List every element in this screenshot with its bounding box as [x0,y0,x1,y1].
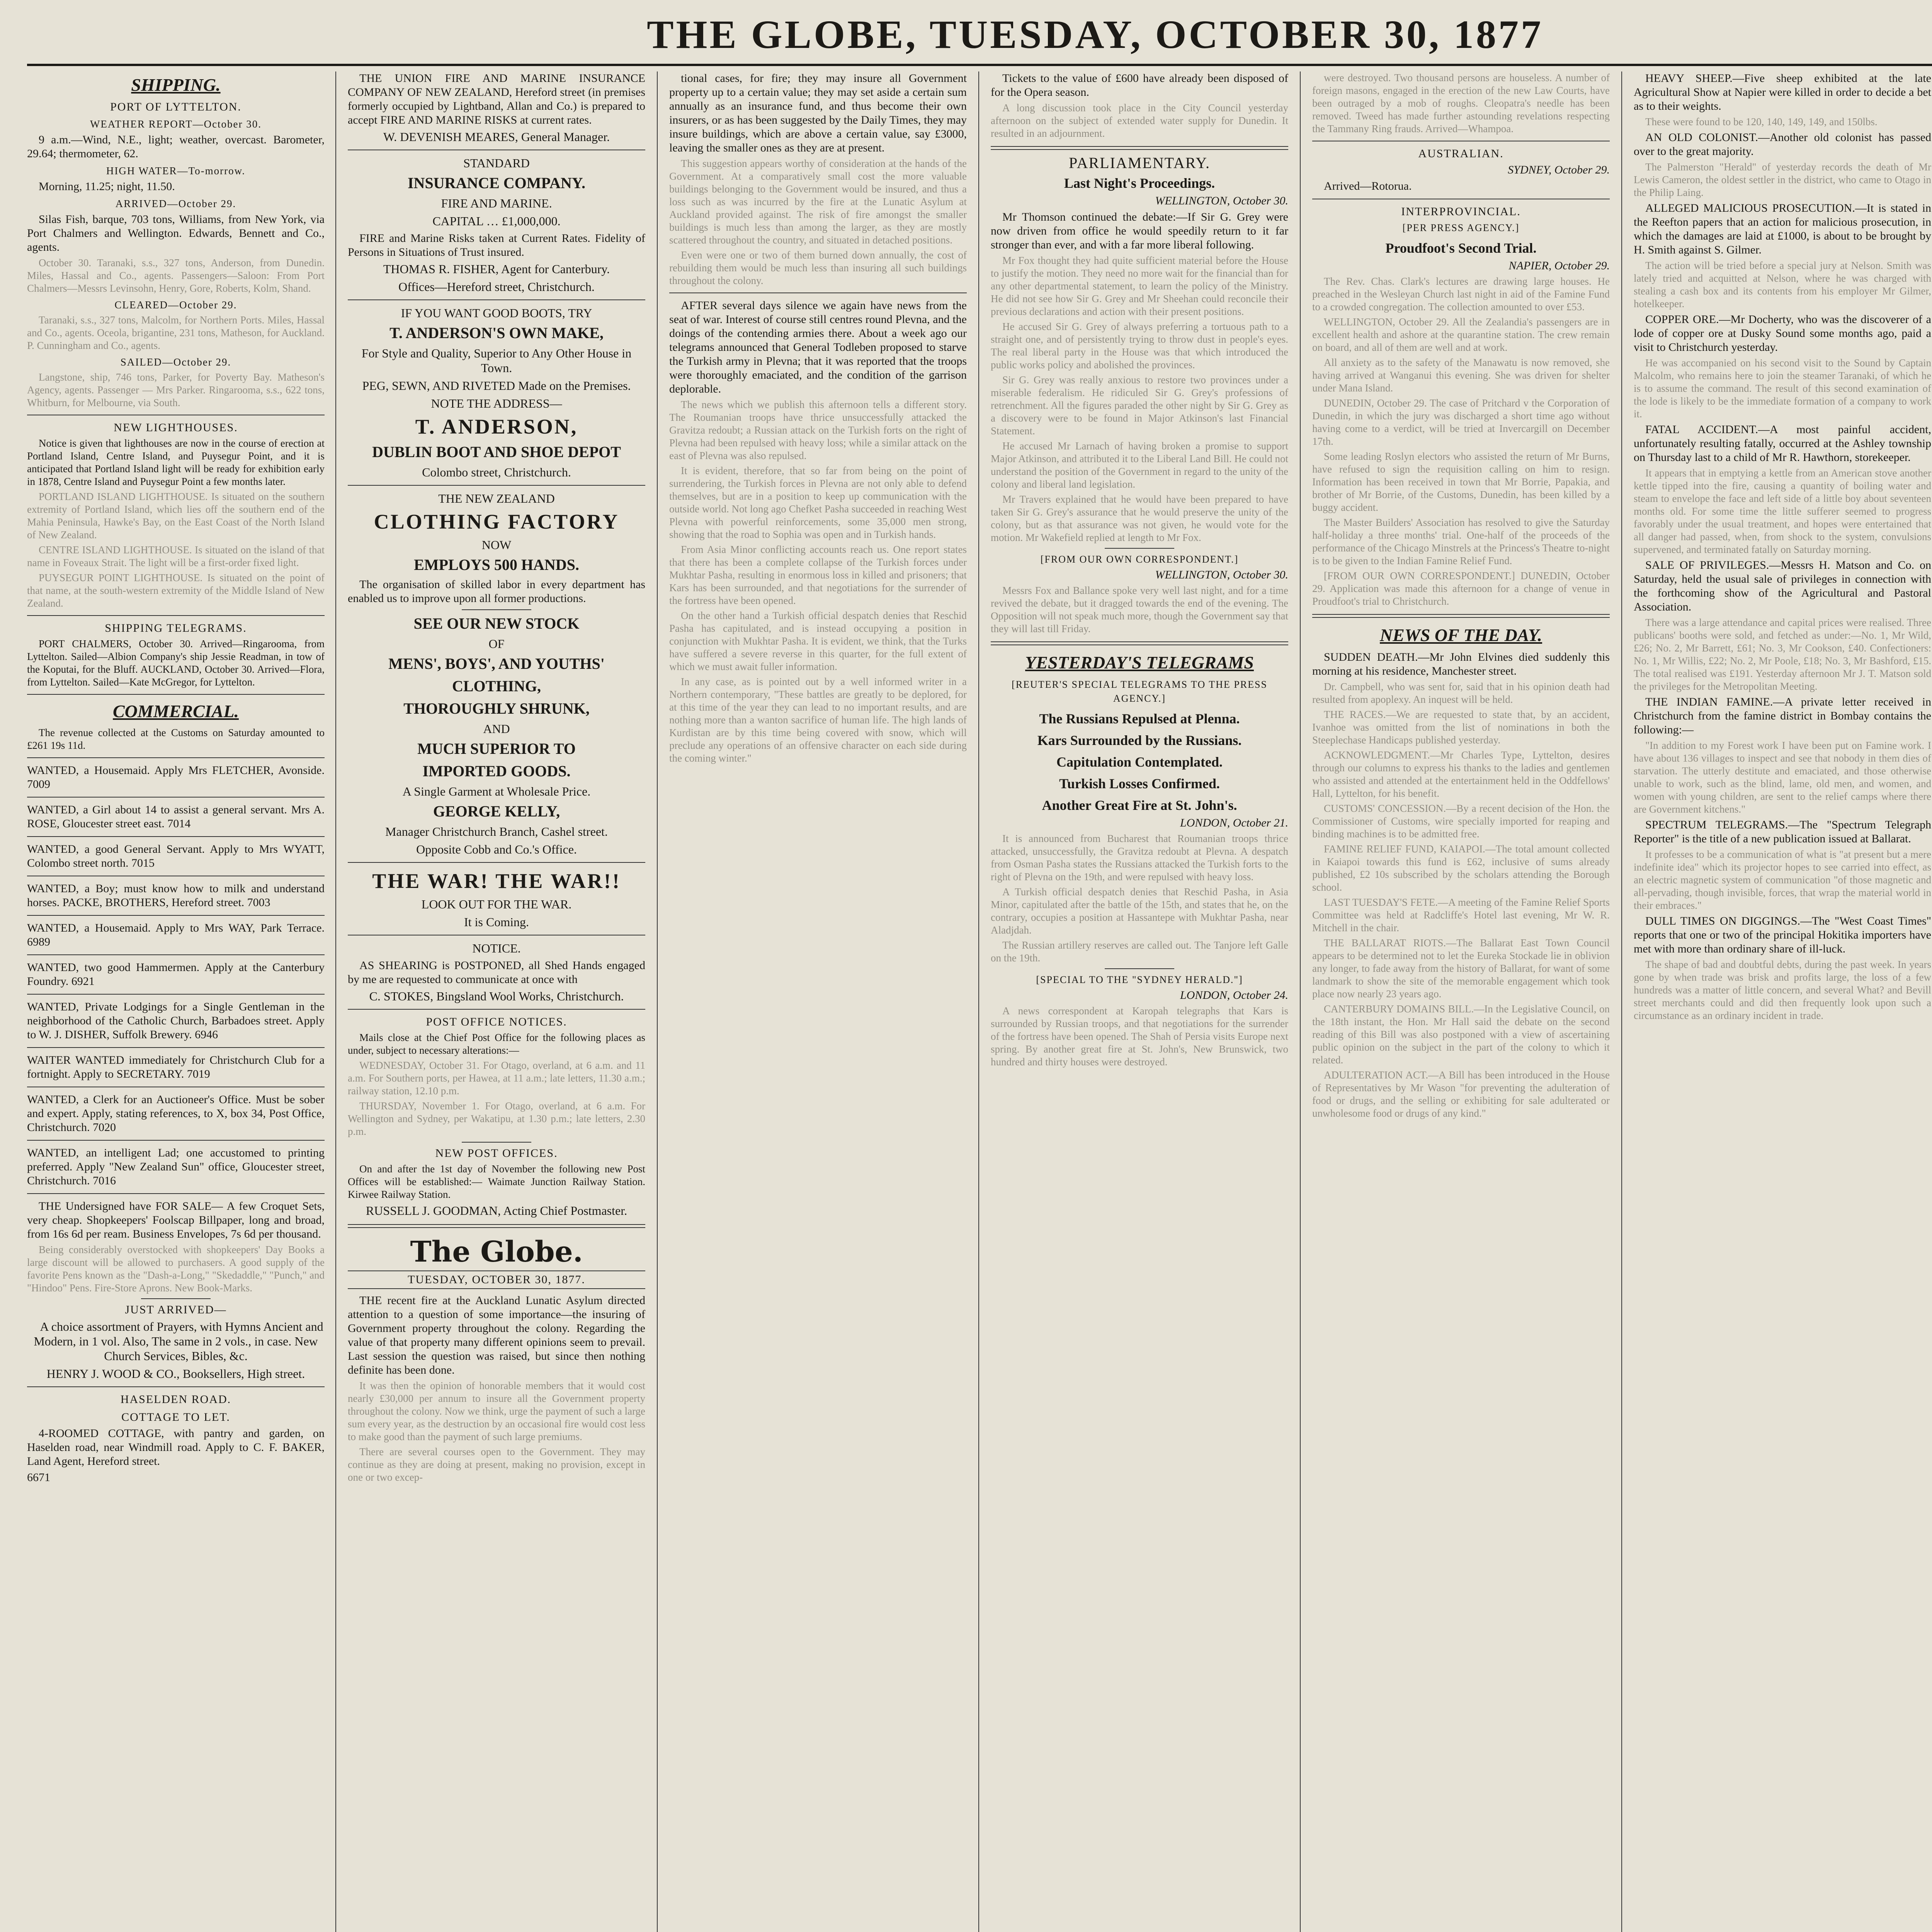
headline-russians: The Russians Repulsed at Plenna. [1039,711,1240,726]
proudfoot-heading: Proudfoot's Second Trial. [1385,240,1537,256]
arrived-text: Silas Fish, barque, 703 tons, Williams, from New York, via Port Chalmers and Wellington. Edwards, Bennett and Co., agents. [27,213,325,253]
note-address: NOTE THE ADDRESS— [431,396,562,410]
column-4: Tickets to the value of £600 have already been disposed of for the Opera season. A long discussion took place in the City Council yesterday afternoon on the subject of extended water supply for Dunedin. It resulted in an adjournment. PARLIAMENTARY. Last Night's Proceedings. WELLINGTON, October 30. Mr Thomson continued the debate:—If Sir G. Grey were now driven from office he would speedily return to it far stronger than ever, and with a far more liberal following. Mr Fox thought they had quite sufficient material before the House to justify the motion. They need no more wait for the financial than for any other departmental statement, to learn the policy of the Ministry. He did not see how Sir G. Grey and Mr Sheehan could reconcile their previous declarations and action with their present positions. He accused Sir G. Grey of always preferring a tortuous path to a straight one, and of persistently trying to throw dust in people's eyes. The real liberal party in the House was that which introduced the public works policy and abolished the provinces. Sir G. Grey was really anxious to restore two provinces under a miserable federalism. He ridiculed Sir G. Grey's professions of retrenchment. All the figures paraded the other night by Sir G. Grey as a discovery were to be found in Major Atkinson's last Financial Statement. He accused Mr Larnach of having broken a promise to support Major Atkinson, and attributed it to the Liberal Land Bill. He could not understand the position of the Government in regard to the unity of the colony and liberal land legislation. Mr Travers explained that he would have been prepared to have taken Sir G. Grey's assurance that he would preserve the unity of the colony, but as that assurance was not given, he would vote for the motion. Mr Wakefield replied at length to Mr Fox. [FROM OUR OWN CORRESPONDENT.] WELLINGTON, October 30. Messrs Fox and Ballance spoke very well last night, and for a time revived the debate, but it dragged towards the end of the evening. The Opposition will not speak much more, though the Government say that they will last till Friday. YESTERDAY'S TELEGRAMS [REUTER'S SPECIAL TELEGRAMS TO THE PRESS AGENCY.] The Russians Repulsed at Plenna. Kars Surrounded by the Russians. Capitulation Contemplated. Turkish Losses Confirmed. Another Great Fire at St. John's. LONDON, October 21. It is announced from Bucharest that Roumanian troops thrice attacked, unsuccessfully, the Gravitza redoubt at Plevna. A despatch from Osman Pasha states the Russians attacked the Turkish forts to the right of Plevna on the 19th, and were repulsed with heavy loss. A Turkish official despatch denies that Reschid Pasha, in Asia Minor, capitulated after the battle of the 15th, and states that he, on the contrary, occupies a position at Hassantepe with Mukhtar Pasha, near Aladjdah. The Russian artillery reserves are called out. The Tanjore left Galle on the 19th. [SPECIAL TO THE "SYDNEY HERALD."] LONDON, October 24. A news correspondent at Karopah telegraphs that Kars is surrounded by Russian troops, and that negotiations for the surrender of the fortress have been opened. The Shah of Persia visits Europe next spring. By another great fire at St. John's, New Brunswick, two hundred and thirty houses were destroyed. [991,72,1288,1068]
opera-text: Tickets to the value of £600 have already been disposed of for the Opera season. [991,72,1288,99]
privileges-lead: SALE OF PRIVILEGES.— [1645,559,1781,571]
special-note: [SPECIAL TO THE "SYDNEY HERALD."] [1036,974,1243,985]
high-water-heading: HIGH WATER—To-morrow. [106,165,246,177]
shearing-text: AS SHEARING is POSTPONED, all Shed Hands engaged by me are requested to communicate at once with [348,959,645,986]
parliament-text: Mr Thomson continued the debate:—If Sir G. Grey were now driven from office he would speedily return to it far stronger than ever, and with a far more liberal following. [991,211,1288,251]
column-rule [657,71,658,1932]
last-night-heading: Last Night's Proceedings. [1064,175,1215,191]
employs-label: EMPLOYS 500 HANDS. [414,556,579,573]
clothing-label: CLOTHING, [452,677,541,695]
own-correspondent-note: [FROM OUR OWN CORRESPONDENT.] [1040,554,1239,565]
old-colonist-text: Another old colonist has passed over to the great majority. [1634,131,1931,158]
masthead-rule [27,64,1932,66]
shrunk-label: THOROUGHLY SHRUNK, [403,700,590,717]
news-of-the-day-heading: NEWS OF THE DAY. [1379,625,1543,645]
and-label: AND [483,722,510,736]
union-manager: W. DEVENISH MEARES, General Manager. [383,130,610,144]
shipping-telegrams-text: PORT CHALMERS, October 30. Arrived—Ringarooma, from Lyttelton. Sailed—Albion Company's ship Jessie Readman, in tow of the Koputai, for the Bluff. AUCKLAND, October 30. Arrived—Flora, from Lyttelton. Sailed—Kate McGregor, for Lyttelton. [27,638,325,688]
editorial-text: THE recent fire at the Auckland Lunatic Asylum directed attention to a question of some importance—the insuring of Government property throughout the colony. Regarding the value of that property many different opinions seem to prevail. Last session the question was raised, but since then nothing definite has been done. [348,1294,645,1376]
classified-ad: WANTED, a Housemaid. Apply to Mrs WAY, Park Terrace. 6989 [27,922,325,948]
anderson-name: T. ANDERSON, [415,415,578,438]
column-rule [1621,71,1622,1932]
globe-title: The Globe. [410,1235,583,1269]
high-water-text: Morning, 11.25; night, 11.50. [39,180,175,193]
sailed-heading: SAILED—October 29. [120,356,231,368]
headline-fire-johns: Another Great Fire at St. John's. [1042,798,1237,813]
parliamentary-heading: PARLIAMENTARY. [1069,154,1210,172]
cottage-heading: COTTAGE TO LET. [121,1411,230,1423]
weather-text: 9 a.m.—Wind, N.E., light; weather, overcast. Barometer, 29.64; thermometer, 62. [27,133,325,160]
of-label: OF [488,637,505,651]
copper-lead: COPPER ORE.— [1645,313,1731,326]
reuter-note: [REUTER'S SPECIAL TELEGRAMS TO THE PRESS AGENCY.] [1012,679,1267,704]
wellington-dateline: WELLINGTON, October 30. [1155,194,1288,207]
boots-style: For Style and Quality, Superior to Any Other House in Town. [361,346,632,375]
fire-marine-label: FIRE AND MARINE. [441,196,552,210]
standard-agent: THOMAS R. FISHER, Agent for Canterbury. [383,262,610,276]
classified-ad: WANTED, a Housemaid. Apply Mrs FLETCHER, Avonside. 7009 [27,764,325,791]
mens-boys: MENS', BOYS', AND YOUTHS' [388,655,605,672]
standard-offices: Offices—Hereford street, Christchurch. [398,280,595,294]
spectrum-lead: SPECTRUM TELEGRAMS.— [1645,818,1800,831]
cleared-heading: CLEARED—October 29. [114,299,237,311]
sydney-dateline: SYDNEY, October 29. [1508,163,1610,176]
war-title: THE WAR! THE WAR!! [372,869,621,893]
shipping-telegrams-heading: SHIPPING TELEGRAMS. [105,622,247,634]
union-insurance-ad: THE UNION FIRE AND MARINE INSURANCE COMPANY OF NEW ZEALAND, Hereford street (in premises formerly occupied by Lightband, Allan and Co.) is prepared to accept FIRE AND MARINE RISKS at current rates. [348,72,645,126]
now-label: NOW [481,538,512,552]
weather-heading: WEATHER REPORT—October 30. [90,118,262,130]
kelly-name: GEORGE KELLY, [433,803,560,820]
port-heading: PORT OF LYTTELTON. [110,100,242,113]
arrived-rotorua: Arrived—Rotorua. [1324,180,1412,192]
globe-date: TUESDAY, OCTOBER 30, 1877. [348,1270,645,1289]
column-6: HEAVY SHEEP.—Five sheep exhibited at the late Agricultural Show at Napier were killed in order to decide a bet as to their weights. These were found to be 120, 140, 149, 149, and 150lbs. AN OLD COLONIST.—Another old colonist has passed over to the great majority. The Palmerston "Herald" of yesterday records the death of Mr Lewis Cameron, the oldest settler in the district, who came to Otago in the Philip Laing. ALLEGED MALICIOUS PROSECUTION.—It is stated in the Reefton papers that an action for malicious prosecution, in which the damages are laid at £1000, is about to be brought by H. Smith against S. Gilmer. The action will be tried before a special jury at Nelson. Smith was lately tried and acquitted at Nelson, where he was charged with stealing a cash box and its contents from his employer Mr Gilmer, hotelkeeper. COPPER ORE.—Mr Docherty, who was the discoverer of a lode of copper ore at Dusky Sound some months ago, paid a visit to Christchurch yesterday. He was accompanied on his second visit to the Sound by Captain Malcolm, who remains here to join the steamer Taranaki, of which he is to assume the command. The result of this second examination of the lode is likely to be the immediate formation of a company to work it. FATAL ACCIDENT.—A most painful accident, unfortunately resulting fatally, occurred at the Ashley township on Thursday last to a child of Mr R. Hawthorn, storekeeper. It appears that in emptying a kettle from an American stove another kettle tipped into the fire, causing a quantity of boiling water and steam to envelope the face and left side of a little boy about seventeen months old. For some time the little sufferer seemed to progress favorably under the usual treatment, and hopes were entertained that all danger had passed, when, from shock to the system, convulsions supervened, and terminated fatally on Saturday morning. SALE OF PRIVILEGES.—Messrs H. Matson and Co. on Saturday, held the usual sale of privileges in connection with the forthcoming show of the Agricultural and Pastoral Association. There was a large attendance and capital prices were realised. Three publicans' booths were sold, and fetched as under:—No. 1, Mr Wild, £26; No. 2, Mr Barrett, £61; No. 3, Mr Cookson, £40. Confectioners: No. 1, Mr Willis, £22; No. 2, Mr Poole, £18; No. 3, Mr Bashford, £15. The total realised was £191. Yesterday afternoon Mr J. T. Matson sold the privileges for the Metropolitan Meeting. THE INDIAN FAMINE.—A private letter received in Christchurch from the famine district in Bombay contains the following:— "In addition to my Forest work I have been put on Famine work. I have about 136 villages to inspect and see that nobody in them dies of starvation. The utterly destitute and emaciated, and those otherwise unable to work, such as the blind, lame, old men, and women, and women with young children, are sent to the relief camps where there are Government kitchens." SPECTRUM TELEGRAMS.—The "Spectrum Telegraph Reporter" is the title of a new publication issued at Ballarat. It professes to be a communication of what is "at present but a mere indefinite idea" which its projector hopes to see carried into effect, as an electric magnetic system of communication "of those magnetic and all-pervading, though invisible, forces, that wrap the material world in their embraces." DULL TIMES ON DIGGINGS.—The "West Coast Times" reports that one or two of the principal Hokitika importers have met with more than ordinary share of ill-luck. The shape of bad and doubtful debts, during the past week. In years gone by when trade was brisk and profits large, the loss of a few hundreds was a matter of little concern, and several What? and Bevill street merchants could and did then frequently look upon such a circumstance as an ordinary incident in trade. [1634,72,1932,1021]
editorial-continued: tional cases, for fire; they may insure all Government property up to a certain value; they may set aside a certain sum annually as an insurance fund, and thus become their own insurers, or as has been suggested by the Daily Times, they may insure buildings, which are above a certain value, say £3000, leaving the smaller ones as they are at present. [669,72,967,154]
classified-ad: WANTED, a Girl about 14 to assist a general servant. Mrs A. ROSE, Gloucester street east. 7014 [27,803,325,830]
commercial-text: The revenue collected at the Customs on Saturday amounted to £261 19s 11d. [27,727,325,751]
napier-dateline: NAPIER, October 29. [1509,259,1610,272]
sudden-death-text: Mr John Elvines died suddenly this morning at his residence, Manchester street. [1312,651,1610,677]
post-office-text: Mails close at the Chief Post Office for the following places as under, subject to necessary alterations:— [348,1032,645,1056]
boots-line: IF YOU WANT GOOD BOOTS, TRY [401,306,592,320]
old-colonist-lead: AN OLD COLONIST.— [1645,131,1770,144]
press-agency-note: [PER PRESS AGENCY.] [1402,222,1520,233]
just-arrived-text: A choice assortment of Prayers, with Hymns Ancient and Modern, in 1 vol. Also, The same in 2 vols., in case. New Church Services, Bibles, &c. [34,1320,323,1363]
anderson-own-make: T. ANDERSON'S OWN MAKE, [389,324,604,342]
malicious-text: It is stated in the Reefton papers that an action for malicious prosecution, in which the damages are laid at £1000, is about to be brought by H. Smith against S. Gilmer. [1634,202,1932,256]
haselden-heading: HASELDEN ROAD. [120,1393,231,1406]
clothing-factory: CLOTHING FACTORY [374,510,619,533]
fatal-lead: FATAL ACCIDENT.— [1645,423,1770,436]
copper-text: Mr Docherty, who was the discoverer of a lode of copper ore at Dusky Sound some months ago, paid a visit to Christchurch yesterday. [1634,313,1931,354]
commercial-heading: COMMERCIAL. [113,701,239,721]
classified-ad: WANTED, Private Lodgings for a Single Gentleman in the neighborhood of the Catholic Church, Barbadoes street. Apply to W. J. DISHER, Suffolk Brewery. 6946 [27,1000,325,1041]
diggings-text: The "West Coast Times" reports that one or two of the principal Hokitika importers have met with more than ordinary share of ill-luck. [1634,915,1931,955]
just-arrived-heading: JUST ARRIVED— [125,1303,227,1316]
standard-label: STANDARD [463,156,530,170]
kelly-manager: Manager Christchurch Branch, Cashel street. [385,825,608,838]
classified-ad: WANTED, an intelligent Lad; one accustomed to printing preferred. Apply "New Zealand Sun" office, Gloucester street, Christchurch. 7016 [27,1146,325,1187]
famine-text: A private letter received in Christchurch from the famine district in Bombay contains the following:— [1634,696,1931,736]
interprovincial-heading: INTERPROVINCIAL. [1401,205,1521,218]
heavy-sheep-lead: HEAVY SHEEP.— [1645,72,1744,85]
new-post-offices-text: On and after the 1st day of November the following new Post Offices will be established:— Waimate Junction Railway Station. Kirwee Railway Station. [348,1163,645,1200]
superior-label: MUCH SUPERIOR TO [417,740,576,757]
classified-ad: WANTED, two good Hammermen. Apply at the Canterbury Foundry. 6921 [27,961,325,988]
column-rule [335,71,336,1932]
headline-capitulation: Capitulation Contemplated. [1056,754,1223,770]
column-1: SHIPPING. PORT OF LYTTELTON. WEATHER REPORT—October 30. 9 a.m.—Wind, N.E., light; weather, overcast. Barometer, 29.64; thermometer, 62. HIGH WATER—To-morrow. Morning, 11.25; night, 11.50. ARRIVED—October 29. Silas Fish, barque, 703 tons, Williams, from New York, via Port Chalmers and Wellington. Edwards, Bennett and Co., agents. October 30. Taranaki, s.s., 327 tons, Anderson, from Dunedin. Miles, Hassal and Co., agents. Passengers—Saloon: From Port Chalmers—Messrs Levinsohn, Henry, Gore, Roberts, Kolm, Shand. CLEARED—October 29. Taranaki, s.s., 327 tons, Malcolm, for Northern Ports. Miles, Hassal and Co., agents. Oceola, brigantine, 231 tons, Matheson, for Auckland. P. Cunningham and Co., agents. SAILED—October 29. Langstone, ship, 746 tons, Parker, for Poverty Bay. Matheson's Agency, agents. Passenger — Mrs Parker. Ringarooma, s.s., 622 tons, Whitburn, for Melbourne, via South. NEW LIGHTHOUSES. Notice is given that lighthouses are now in the course of erection at Portland Island, Centre Island, and Puysegur Point, and it is anticipated that Portland Island light will be ready for exhibition early in 1878, Centre Island and Puysegur Point a few months later. PORTLAND ISLAND LIGHTHOUSE. Is situated on the southern extremity of Portland Island, which lies off the southern end of the Mahia Peninsula, Hawke's Bay, on the East Coast of the North Island of New Zealand. CENTRE ISLAND LIGHTHOUSE. Is situated on the island of that name in Foveaux Strait. The light will be a first-order fixed light. PUYSEGUR POINT LIGHTHOUSE. Is situated on the point of that name, at the south-western extremity of the Middle Island of New Zealand. SHIPPING TELEGRAMS. PORT CHALMERS, October 30. Arrived—Ringarooma, from Lyttelton. Sailed—Albion Company's ship Jessie Readman, in tow of the Koputai, for the Bluff. AUCKLAND, October 30. Arrived—Flora, from Lyttelton. Sailed—Kate McGregor, for Lyttelton. COMMERCIAL. The revenue collected at the Customs on Saturday amounted to £261 19s 11d. WANTED, a Housemaid. Apply Mrs FLETCHER, Avonside. 7009 WANTED, a Girl about 14 to assist a general servant. Mrs A. ROSE, Gloucester street east. 7014 WANTED, a good General Servant. Apply to Mrs WYATT, Colombo street north. 7015 WANTED, a Boy; must know how to milk and understand horses. PACKE, BROTHERS, Hereford street. 7003 WANTED, a Housemaid. Apply to Mrs WAY, Park Terrace. 6989 WANTED, two good Hammermen. Apply at the Canterbury Foundry. 6921 WANTED, Private Lodgings for a Single Gentleman in the neighborhood of the Catholic Church, Barbadoes street. Apply to W. J. DISHER, Suffolk Brewery. 6946 WAITER WANTED immediately for Christchurch Club for a fortnight. Apply to SECRETARY. 7019 WANTED, a Clerk for an Auctioneer's Office. Must be sober and expert. Apply, stating references, to X, box 34, Post Office, Christchurch. 7020 WANTED, an intelligent Lad; one accustomed to printing preferred. Apply "New Zealand Sun" office, Gloucester street, Christchurch. 7016 THE Undersigned have FOR SALE— A few Croquet Sets, very cheap. Shopkeepers' Foolscap Billpaper, long and broad, from 16s 6d per ream. Business Envelopes, 7s 6d per thousand. Being considerably overstocked with shopkeepers' Day Books a large discount will be allowed to purchasers. A good supply of the favorite Pens known as the "Dash-a-Long," "Skedaddle," "Punch," and "Hindoo" Pens. Fire-Store Aprons. New Book-Marks. JUST ARRIVED— A choice assortment of Prayers, with Hymns Ancient and Modern, in 1 vol. Also, The same in 2 vols., in case. New Church Services, Bibles, &c. HENRY J. WOOD & CO., Booksellers, High street. HASELDEN ROAD. COTTAGE TO LET. 4-ROOMED COTTAGE, with pantry and garden, on Haselden road, near Windmill road. Apply to C. F. BAKER, Land Agent, Hereford street. 6671 [27,71,325,1932]
diggings-lead: DULL TIMES ON DIGGINGS.— [1645,915,1812,927]
spectrum-text: The "Spectrum Telegraph Reporter" is the title of a new publication issued at Ballarat. [1634,818,1931,845]
see-stock: SEE OUR NEW STOCK [413,615,580,632]
kelly-opposite: Opposite Cobb and Co.'s Office. [416,842,577,856]
column-rule [978,71,979,1932]
column-5: were destroyed. Two thousand persons are houseless. A number of foreign masons, engaged in the erection of the new Law Courts, have been outraged by a mob of roughs. Cleopatra's needle has been removed. Tweed has made further astounding revelations respecting the Tammany Ring frauds. Arrived—Whampoa. AUSTRALIAN. SYDNEY, October 29. Arrived—Rotorua. INTERPROVINCIAL. [PER PRESS AGENCY.] Proudfoot's Second Trial. NAPIER, October 29. The Rev. Chas. Clark's lectures are drawing large houses. He preached in the Wesleyan Church last night in aid of the Famine Fund to a crowded congregation. The collection amounted to over £53. WELLINGTON, October 29. All the Zealandia's passengers are in excellent health and ashore at the quarantine station. The crew remain on board, and all of them are well and at work. All anxiety as to the safety of the Manawatu is now removed, she having arrived at Wanganui this evening. She was driven for shelter under Mana Island. DUNEDIN, October 29. The case of Pritchard v the Corporation of Dunedin, in which the jury was discharged a short time ago without having come to a verdict, will be tried at Invercargill on December 17th. Some leading Roslyn electors who assisted the return of Mr Burns, have refused to sign the requisition calling on him to resign. Information has been received in town that Mr Borrie, Papakia, and brother of Mr Borrie, of the Customs, Dunedin, has been killed by a buggy accident. The Master Builders' Association has resolved to give the Saturday half-holiday a three months' trial. One-half of the proceeds of the performance of the Chicago Minstrels at the Princess's Theatre to-night is to be given to the Indian Famine Relief Fund. [FROM OUR OWN CORRESPONDENT.] DUNEDIN, October 29. Application was made this afternoon for a change of venue in Proudfoot's trial to Christchurch. NEWS OF THE DAY. SUDDEN DEATH.—Mr John Elvines died suddenly this morning at his residence, Manchester street. Dr. Campbell, who was sent for, said that in his opinion death had resulted from apoplexy. An inquest will be held. THE RACES.—We are requested to state that, by an accident, Ivanhoe was omitted from the list of nominations in both the Steeplechase Handicaps published yesterday. ACKNOWLEDGMENT.—Mr Charles Type, Lyttelton, desires through our columns to express his thanks to the ladies and gentlemen who assisted and attended at the entertainment held in the Oddfellows' Hall, Lyttelton, for his benefit. CUSTOMS' CONCESSION.—By a recent decision of the Hon. the Commissioner of Customs, wire specially imported for reaping and binding machines is to be admitted free. FAMINE RELIEF FUND, KAIAPOI.—The total amount collected in Kaiapoi towards this fund is £62, inclusive of sums already published, £2 10s subscribed by the scholars attending the Borough school. LAST TUESDAY'S FETE.—A meeting of the Famine Relief Sports Committee was held at Radcliffe's Hotel last evening, Mr W. R. Mitchell in the chair. THE BALLARAT RIOTS.—The Ballarat East Town Council appears to be determined not to let the Eureka Stockade lie in oblivion any longer, to fade away from the history of Ballarat, for want of some landmark to show the site of the memorable engagement which took place now nearly 23 years ago. CANTERBURY DOMAINS BILL.—In the Legislative Council, on the 18th instant, the Hon. Mr Hall said the debate on the second reading of this Bill was also postponed with a view of ascertaining public opinion on the subject in the part of the colony to which it related. ADULTERATION ACT.—A Bill has been introduced in the House of Representatives by Mr Wason "for preventing the adulteration of food or drugs, and the selling or exhibiting for sale adulterated or unwholesome food or drugs of any kind." [1312,72,1610,1119]
organisation-text: The organisation of skilled labor in every department has enabled us to improve upon all former productions. [348,578,645,605]
shipping-heading: SHIPPING. [131,75,221,95]
classified-ad: WANTED, a Clerk for an Auctioneer's Office. Must be sober and expert. Apply, stating references, to X, box 34, Post Office, Christchurch. 7020 [27,1093,325,1134]
standard-insurance-title: INSURANCE COMPANY. [407,174,586,192]
masthead: THE GLOBE, TUESDAY, OCTOBER 30, 1877 [647,12,1543,57]
wholesale-label: A Single Garment at Wholesale Price. [402,784,591,798]
war-lookout: LOOK OUT FOR THE WAR. [421,897,572,911]
malicious-lead: ALLEGED MALICIOUS PROSECUTION.— [1645,202,1867,214]
standard-text: FIRE and Marine Risks taken at Current Rates. Fidelity of Persons in Situations of Trust insured. [348,232,645,259]
sudden-death-lead: SUDDEN DEATH.— [1324,651,1430,663]
war-coming: It is Coming. [464,915,529,929]
heavy-sheep-text: Five sheep exhibited at the late Agricultural Show at Napier were killed in order to decide a bet as to their weights. [1634,72,1931,112]
column-3: tional cases, for fire; they may insure all Government property up to a certain value; they may set aside a certain sum annually as an insurance fund, and thus become their own insurers, or as has been suggested by the Daily Times, they may insure buildings, which are above a certain value, say £3000, leaving the smaller ones as they are at present. This suggestion appears worthy of consideration at the hands of the Government. At a comparatively small cost the more valuable buildings belonging to the Government would be insured, and thus a loss such as was incurred by the fire at the Lunatic Asylum at Auckland provided against. The risk of fire amongst the smaller buildings is much less than among the larger, as they are mostly scattered throughout the country, and situated in detached positions. Even were one or two of them burned down annually, the cost of rebuilding them would be much less than insuring all such buildings throughout the colony. AFTER several days silence we again have news from the seat of war. Interest of course still centres round Plevna, and the doings of the contending armies there. About a week ago our telegrams announced that General Todleben proposed to starve the Turkish army in Plevna; that it was reported that the troops were thoroughly emaciated, and the condition of the garrison deplorable. The news which we publish this afternoon tells a different story. The Roumanian troops have thrice unsuccessfully attacked the Gravitza redoubt; a Russian attack on the Turkish forts on the right of Plevna had been repulsed with heavy loss; while a similar attack on the east of Plevna was also repulsed. It is evident, therefore, that so far from being on the point of surrendering, the Turkish forces in Plevna are not only able to defend themselves, but are in a position to keep up communication with the outside world. Not long ago Chefket Pasha succeeded in reaching West Plevna with powerful reinforcements, some 35,000 men strong, showing that the road to Sophia was open and in Turkish hands. From Asia Minor conflicting accounts reach us. One report states that there has been a complete collapse of the Turkish forces under Mukhtar Pasha, resulting in enormous loss in killed and prisoners; that Kars has been surrounded, and that negotiations for the surrender of the fortress have been opened. On the other hand a Turkish official despatch denies that Reschid Pasha has capitulated, and is instead occupying a position in conjunction with Mukhtar Pasha. It is evident, we think, that the Turks have suffered a severe reverse in this quarter, for the full extent of which we must await fuller information. In any case, as is pointed out by a well informed writer in a Northern contemporary, "These battles are greatly to be deplored, for at this time of the year they can lead to no important results, and are nothing more than a wanton sacrifice of human life. The high lands of Kurdistan are by this time being covered with snow, which will preclude any operations of an offensive character on each side during the coming winter." [669,72,967,764]
column-rule [1300,71,1301,1932]
imported-label: IMPORTED GOODS. [422,762,571,780]
headline-kars: Kars Surrounded by the Russians. [1037,733,1242,748]
capital-label: CAPITAL … £1,000,000. [432,214,561,228]
australian-heading: AUSTRALIAN. [1418,147,1504,160]
lighthouses-heading: NEW LIGHTHOUSES. [114,421,238,434]
arrived-heading: ARRIVED—October 29. [115,198,236,209]
classified-ad: WAITER WANTED immediately for Christchurch Club for a fortnight. Apply to SECRETARY. 7019 [27,1054,325,1080]
classified-ad: WANTED, a Boy; must know how to milk and understand horses. PACKE, BROTHERS, Hereford street. 7003 [27,882,325,909]
postmaster-name: RUSSELL J. GOODMAN, Acting Chief Postmaster. [366,1204,628,1218]
lighthouses-text: Notice is given that lighthouses are now in the course of erection at Portland Island, Centre Island, and Puysegur Point, and it is anticipated that Portland Island light will be ready for exhibition early in 1878, Centre Island and Puysegur Point a few months later. [27,437,325,487]
war-editorial: AFTER several days silence we again have news from the seat of war. Interest of course still centres round Plevna, and the doings of the contending armies there. About a week ago our telegrams announced that General Todleben proposed to starve the Turkish army in Plevna; that it was reported that the troops were thoroughly emaciated, and the condition of the garrison deplorable. [669,299,967,395]
headline-turkish: Turkish Losses Confirmed. [1059,776,1220,791]
new-post-offices-heading: NEW POST OFFICES. [435,1147,558,1160]
london-dateline-2: LONDON, October 24. [1180,989,1288,1002]
cottage-code: 6671 [27,1471,50,1484]
famine-lead: THE INDIAN FAMINE.— [1645,696,1785,708]
classified-ad: WANTED, a good General Servant. Apply to Mrs WYATT, Colombo street north. 7015 [27,843,325,869]
bookseller-name: HENRY J. WOOD & CO., Booksellers, High street. [46,1367,305,1381]
stokes-name: C. STOKES, Bingsland Wool Works, Christchurch. [369,989,624,1003]
post-office-heading: POST OFFICE NOTICES. [426,1015,567,1028]
colombo-street: Colombo street, Christchurch. [422,465,571,479]
wellington-dateline-2: WELLINGTON, October 30. [1155,568,1288,581]
for-sale-ad: THE Undersigned have FOR SALE— A few Croquet Sets, very cheap. Shopkeepers' Foolscap Billpaper, long and broad, from 16s 6d per ream. Business Envelopes, 7s 6d per thousand. [27,1200,325,1240]
privileges-text: Messrs H. Matson and Co. on Saturday, held the usual sale of privileges in connection with the forthcoming show of the Agricultural and Pastoral Association. [1634,559,1932,613]
dublin-depot: DUBLIN BOOT AND SHOE DEPOT [372,443,621,461]
column-2: THE UNION FIRE AND MARINE INSURANCE COMPANY OF NEW ZEALAND, Hereford street (in premises formerly occupied by Lightband, Allan and Co.) is prepared to accept FIRE AND MARINE RISKS at current rates. W. DEVENISH MEARES, General Manager. STANDARD INSURANCE COMPANY. FIRE AND MARINE. CAPITAL … £1,000,000. FIRE and Marine Risks taken at Current Rates. Fidelity of Persons in Situations of Trust insured. THOMAS R. FISHER, Agent for Canterbury. Offices—Hereford street, Christchurch. IF YOU WANT GOOD BOOTS, TRY T. ANDERSON'S OWN MAKE, For Style and Quality, Superior to Any Other House in Town. PEG, SEWN, AND RIVETED Made on the Premises. NOTE THE ADDRESS— T. ANDERSON, DUBLIN BOOT AND SHOE DEPOT Colombo street, Christchurch. THE NEW ZEALAND CLOTHING FACTORY NOW EMPLOYS 500 HANDS. The organisation of skilled labor in every department has enabled us to improve upon all former productions. SEE OUR NEW STOCK OF MENS', BOYS', AND YOUTHS' CLOTHING, THOROUGHLY SHRUNK, AND MUCH SUPERIOR TO IMPORTED GOODS. A Single Garment at Wholesale Price. GEORGE KELLY, Manager Christchurch Branch, Cashel street. Opposite Cobb and Co.'s Office. THE WAR! THE WAR!! LOOK OUT FOR THE WAR. It is Coming. NOTICE. AS SHEARING is POSTPONED, all Shed Hands engaged by me are requested to communicate at once with C. STOKES, Bingsland Wool Works, Christchurch. POST OFFICE NOTICES. Mails close at the Chief Post Office for the following places as under, subject to necessary alterations:— WEDNESDAY, October 31. For Otago, overland, at 6 a.m. and 11 a.m. For Southern ports, per Hawea, at 11 a.m.; late letters, 11.30 a.m.; railway station, 12.10 p.m. THURSDAY, November 1. For Otago, overland, at 6 a.m. For Wellington and Sydney, per Wakatipu, at 1.30 p.m.; late letters, 2.30 p.m. NEW POST OFFICES. On and after the 1st day of November the following new Post Offices will be established:— Waimate Junction Railway Station. Kirwee Railway Station. RUSSELL J. GOODMAN, Acting Chief Postmaster. The Globe. TUESDAY, OCTOBER 30, 1877. THE recent fire at the Auckland Lunatic Asylum directed attention to a question of some importance—the insuring of Government property throughout the colony. Regarding the value of that property many different opinions seem to prevail. Last session the question was raised, but since then nothing definite has been done. It was then the opinion of honorable members that it would cost nearly £30,000 per annum to insure all the Government property throughout the colony. Now we think, urge the payment of such a large sum every year, as the destruction by an occasional fire would cost less to make good than the payment of such large premiums. There are several courses open to the Government. They may continue as they are doing at present, making no provision, except in one or two excep- [348,72,645,1483]
boots-pegs: PEG, SEWN, AND RIVETED Made on the Premises. [362,379,631,393]
cottage-text: 4-ROOMED COTTAGE, with pantry and garden, on Haselden road, near Windmill road. Apply to C. F. BAKER, Land Agent, Hereford street. [27,1427,325,1468]
notice-title: NOTICE. [472,941,521,955]
nz-label: THE NEW ZEALAND [438,492,555,505]
fatal-text: A most painful accident, unfortunately resulting fatally, occurred at the Ashley township on Thursday last to a child of Mr R. Hawthorn, storekeeper. [1634,423,1931,464]
yesterdays-telegrams-heading: YESTERDAY'S TELEGRAMS [1025,653,1254,672]
london-dateline: LONDON, October 21. [1180,816,1288,829]
